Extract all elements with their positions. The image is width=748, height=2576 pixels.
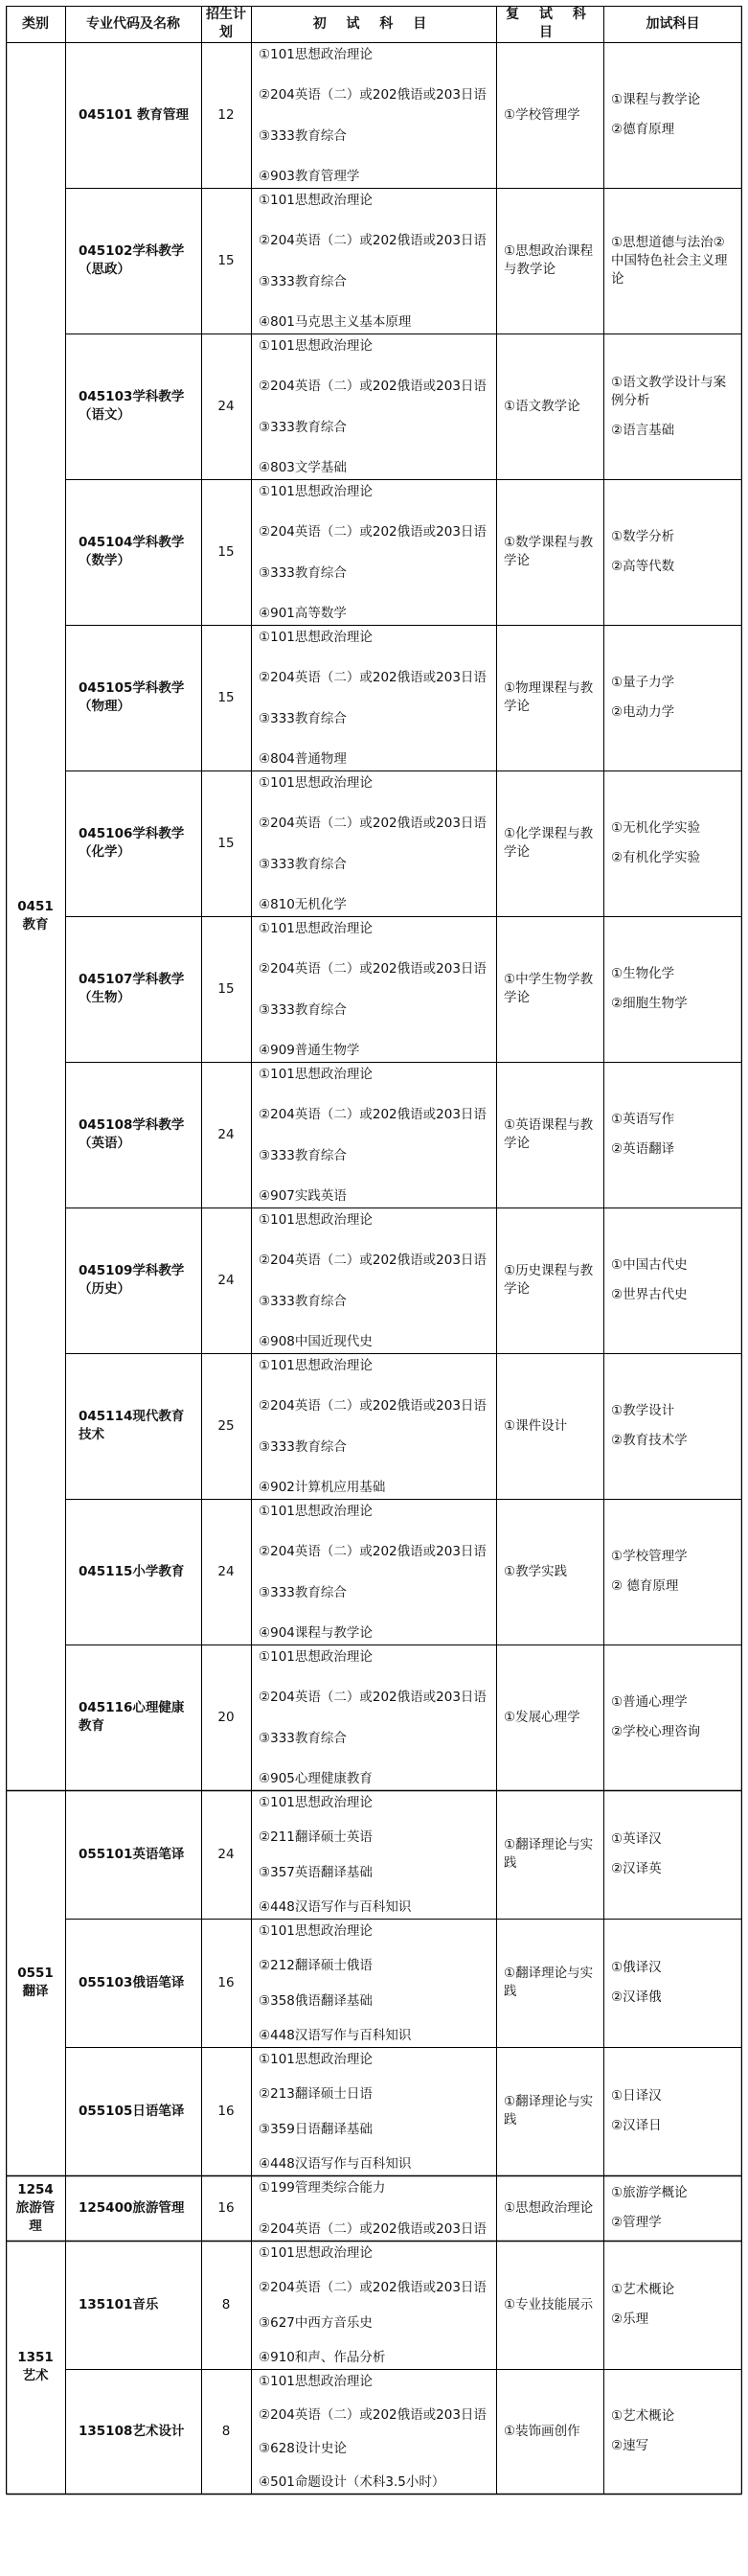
- retest-subject: ①学校管理学: [504, 106, 580, 123]
- quota-value: 15: [217, 980, 235, 997]
- exam-subject: ①101思想政治理论: [259, 1504, 373, 1519]
- exam-subject: ①101思想政治理论: [259, 193, 373, 208]
- exam-subject: ③333教育综合: [259, 856, 347, 872]
- exam-subject: ③333教育综合: [259, 273, 347, 289]
- extra-subject: ②管理学: [611, 2215, 662, 2230]
- first-exam-subjects: [251, 188, 496, 334]
- exam-subject: ①101思想政治理论: [259, 1212, 373, 1228]
- category-name: 艺术: [22, 2368, 49, 2383]
- major-name: 045115小学教育: [79, 1563, 185, 1579]
- header-quota: 招生计划: [206, 7, 246, 40]
- extra-subject: ②学校心理咨询: [611, 1724, 701, 1739]
- exam-subject: ②204英语（二）或202俄语或203日语: [259, 1690, 487, 1706]
- extra-subject: ①英译汉: [611, 1831, 662, 1847]
- major-name: 045101 教育管理: [79, 106, 190, 123]
- retest-subject: ①翻译理论与实践: [504, 1837, 594, 1871]
- major-name: 045109学科教学（历史）: [79, 1263, 185, 1297]
- exam-subject: ②204英语（二）或202俄语或203日语: [259, 2280, 487, 2296]
- extra-subject: ①量子力学: [611, 675, 675, 690]
- extra-subject: ①生物化学: [611, 966, 675, 981]
- exam-subject: ②204英语（二）或202俄语或203日语: [259, 670, 487, 686]
- retest-subject: ①语文教学论: [504, 398, 580, 414]
- exam-subject: ②204英语（二）或202俄语或203日语: [259, 1544, 487, 1560]
- first-exam-subjects: [251, 1790, 496, 1919]
- exam-subject: ④803文学基础: [259, 459, 347, 475]
- retest-subject: ①发展心理学: [504, 1709, 580, 1725]
- exam-subject: ③333教育综合: [259, 710, 347, 726]
- exam-subject: ②211翻译硕士英语: [259, 1829, 373, 1846]
- extra-subject: ①日译汉: [611, 2088, 662, 2104]
- exam-subject: ②204英语（二）或202俄语或203日语: [259, 1107, 487, 1123]
- exam-subject: ③333教育综合: [259, 1147, 347, 1163]
- exam-subject: ②204英语（二）或202俄语或203日语: [259, 2221, 487, 2237]
- extra-subject: ①普通心理学: [611, 1694, 688, 1710]
- extra-subject: ②电动力学: [611, 704, 675, 720]
- admissions-table: [6, 6, 742, 2570]
- extra-subjects: [603, 2369, 742, 2494]
- quota-value: 24: [217, 1846, 235, 1862]
- exam-subject: ①101思想政治理论: [259, 1649, 373, 1665]
- first-exam-subjects: [251, 1208, 496, 1353]
- exam-subject: ④905心理健康教育: [259, 1770, 373, 1786]
- extra-subject: ② 德育原理: [611, 1578, 679, 1594]
- exam-subject: ②213翻译硕士日语: [259, 2086, 373, 2103]
- retest-subject: ①数学课程与教学论: [504, 535, 594, 568]
- extra-subject: ①中国古代史: [611, 1257, 688, 1273]
- exam-subject: ①101思想政治理论: [259, 1795, 373, 1810]
- exam-subject: ②204英语（二）或202俄语或203日语: [259, 816, 487, 832]
- exam-subject: ②204英语（二）或202俄语或203日语: [259, 379, 487, 395]
- major-name: 135101音乐: [79, 2296, 159, 2312]
- exam-subject: ③333教育综合: [259, 1730, 347, 1746]
- extra-subject: ②汉译俄: [611, 1990, 662, 2005]
- extra-subject: ②高等代数: [611, 559, 675, 574]
- exam-subject: ③357英语翻译基础: [259, 1864, 373, 1880]
- extra-subject: ②速写: [611, 2438, 649, 2453]
- major-name: 045105学科教学（物理）: [79, 680, 185, 714]
- category-cell: [6, 2175, 65, 2241]
- extra-subjects: [603, 1499, 742, 1644]
- first-exam-subjects: [251, 2241, 496, 2369]
- quota-value: 12: [217, 106, 235, 123]
- quota-value: 15: [217, 252, 235, 268]
- header-extra: 加试科目: [646, 15, 700, 32]
- exam-subject: ③333教育综合: [259, 1584, 347, 1600]
- exam-subject: ④901高等数学: [259, 605, 347, 621]
- major-name: 045104学科教学（数学）: [79, 535, 185, 568]
- exam-subject: ④448汉语写作与百科知识: [259, 1898, 412, 1915]
- retest-subject: ①思想政治课程与教学论: [504, 243, 594, 277]
- retest-subject: ①历史课程与教学论: [504, 1263, 594, 1297]
- retest-subject: ①中学生物学教学论: [504, 972, 594, 1005]
- quota-value: 24: [217, 1563, 235, 1579]
- exam-subject: ①101思想政治理论: [259, 775, 373, 791]
- retest-subject: ①装饰画创作: [504, 2423, 580, 2439]
- category-name: 旅游管理: [15, 2199, 56, 2234]
- first-exam-subjects: [251, 625, 496, 770]
- exam-subject: ①101思想政治理论: [259, 2245, 373, 2261]
- retest-subject: ①专业技能展示: [504, 2296, 594, 2312]
- exam-subject: ④804普通物理: [259, 750, 347, 767]
- exam-subject: ①101思想政治理论: [259, 630, 373, 645]
- first-exam-subjects: [251, 1919, 496, 2047]
- extra-subject: ②德育原理: [611, 122, 675, 137]
- extra-subject: ①学校管理学: [611, 1549, 688, 1564]
- exam-subject: ②204英语（二）或202俄语或203日语: [259, 1398, 487, 1414]
- extra-subjects: [603, 1208, 742, 1353]
- category-cell: [6, 1790, 65, 2175]
- retest-subject: ①思想政治理论: [504, 2199, 594, 2216]
- extra-subjects: [603, 916, 742, 1062]
- category-code: 1351: [17, 2350, 54, 2365]
- exam-subject: ③333教育综合: [259, 1293, 347, 1309]
- exam-subject: ③628设计史论: [259, 2441, 347, 2456]
- header-first-exam: 初 试 科 目: [312, 15, 435, 32]
- quota-value: 15: [217, 689, 235, 705]
- retest-subject: ①教学实践: [504, 1563, 568, 1579]
- extra-subjects: [603, 2047, 742, 2175]
- first-exam-subjects: [251, 1062, 496, 1208]
- exam-subject: ④907实践英语: [259, 1187, 347, 1204]
- retest-subject: ①翻译理论与实践: [504, 1966, 594, 1999]
- exam-subject: ③359日语翻译基础: [259, 2121, 373, 2137]
- extra-subject: ②语言基础: [611, 422, 675, 438]
- exam-subject: ①101思想政治理论: [259, 47, 373, 62]
- retest-subject: ①物理课程与教学论: [504, 680, 594, 714]
- exam-subject: ①101思想政治理论: [259, 1067, 373, 1082]
- extra-subject: ①俄译汉: [611, 1960, 662, 1975]
- exam-subject: ④448汉语写作与百科知识: [259, 2155, 412, 2172]
- category-name: 教育: [22, 917, 49, 932]
- quota-value: 8: [221, 2423, 231, 2439]
- exam-subject: ①101思想政治理论: [259, 338, 373, 354]
- exam-subject: ④902计算机应用基础: [259, 1479, 386, 1495]
- exam-subject: ③333教育综合: [259, 1001, 347, 1018]
- extra-subjects: [603, 188, 742, 334]
- category-cell: [6, 42, 65, 1790]
- major-name: 045102学科教学（思政）: [79, 243, 185, 277]
- major-name: 055103俄语笔译: [79, 1974, 185, 1990]
- extra-subject: ①数学分析: [611, 529, 675, 544]
- extra-subjects: [603, 1062, 742, 1208]
- exam-subject: ④810无机化学: [259, 896, 347, 912]
- extra-subject: ①语文教学设计与案例分析: [611, 374, 727, 408]
- retest-subject: ①化学课程与教学论: [504, 826, 594, 860]
- extra-subject: ①课程与教学论: [611, 92, 701, 107]
- quota-value: 15: [217, 543, 235, 560]
- exam-subject: ③333教育综合: [259, 419, 347, 435]
- exam-subject: ④903教育管理学: [259, 168, 360, 184]
- exam-subject: ①101思想政治理论: [259, 2374, 373, 2389]
- exam-subject: ④910和声、作品分析: [259, 2349, 386, 2365]
- extra-subject: ①旅游学概论: [611, 2185, 688, 2200]
- first-exam-subjects: [251, 42, 496, 188]
- quota-value: 16: [217, 2199, 235, 2216]
- major-name: 045108学科教学（英语）: [79, 1117, 185, 1151]
- category-code: 1254: [17, 2181, 54, 2197]
- exam-subject: ②204英语（二）或202俄语或203日语: [259, 2407, 487, 2423]
- extra-subject: ①艺术概论: [611, 2408, 675, 2424]
- major-name: 045106学科教学（化学）: [79, 826, 185, 860]
- category-cell: [6, 2241, 65, 2494]
- major-name: 045114现代教育技术: [79, 1409, 185, 1442]
- quota-value: 16: [217, 1974, 235, 1990]
- exam-subject: ①101思想政治理论: [259, 2052, 373, 2067]
- quota-value: 8: [221, 2296, 231, 2312]
- major-name: 135108艺术设计: [79, 2423, 185, 2439]
- exam-subject: ③627中西方音乐史: [259, 2314, 373, 2331]
- first-exam-subjects: [251, 2047, 496, 2175]
- exam-subject: ④801马克思主义基本原理: [259, 313, 412, 330]
- extra-subjects: [603, 2175, 742, 2241]
- major-name: 045116心理健康教育: [79, 1700, 185, 1734]
- exam-subject: ③333教育综合: [259, 1438, 347, 1455]
- first-exam-subjects: [251, 2175, 496, 2241]
- major-name: 055101英语笔译: [79, 1846, 185, 1862]
- extra-subject: ①思想道德与法治②中国特色社会主义理论: [611, 234, 728, 287]
- extra-subject: ②有机化学实验: [611, 850, 701, 865]
- quota-value: 24: [217, 1272, 235, 1288]
- first-exam-subjects: [251, 1353, 496, 1499]
- exam-subject: ④908中国近现代史: [259, 1333, 373, 1349]
- extra-subject: ①艺术概论: [611, 2282, 675, 2297]
- extra-subjects: [603, 334, 742, 479]
- first-exam-subjects: [251, 334, 496, 479]
- exam-subject: ③358俄语翻译基础: [259, 1992, 373, 2009]
- exam-subject: ②212翻译硕士俄语: [259, 1958, 373, 1974]
- first-exam-subjects: [251, 479, 496, 625]
- extra-subject: ①英语写作: [611, 1112, 675, 1127]
- extra-subject: ②汉译日: [611, 2118, 662, 2133]
- header-major: 专业代码及名称: [86, 15, 180, 32]
- extra-subjects: [603, 1353, 742, 1499]
- quota-value: 25: [217, 1417, 235, 1434]
- extra-subject: ②教育技术学: [611, 1433, 688, 1448]
- quota-value: 24: [217, 1126, 235, 1142]
- extra-subjects: [603, 770, 742, 916]
- first-exam-subjects: [251, 916, 496, 1062]
- extra-subjects: [603, 625, 742, 770]
- first-exam-subjects: [251, 770, 496, 916]
- exam-subject: ④448汉语写作与百科知识: [259, 2027, 412, 2043]
- first-exam-subjects: [251, 1499, 496, 1644]
- exam-subject: ②204英语（二）或202俄语或203日语: [259, 1253, 487, 1269]
- quota-value: 16: [217, 2103, 235, 2119]
- exam-subject: ④904课程与教学论: [259, 1624, 373, 1641]
- exam-subject: ②204英语（二）或202俄语或203日语: [259, 87, 487, 104]
- major-name: 125400旅游管理: [79, 2199, 185, 2216]
- quota-value: 15: [217, 835, 235, 851]
- extra-subjects: [603, 1919, 742, 2047]
- extra-subjects: [603, 2241, 742, 2369]
- exam-subject: ②204英语（二）或202俄语或203日语: [259, 233, 487, 249]
- retest-subject: ①英语课程与教学论: [504, 1117, 594, 1151]
- quota-value: 24: [217, 398, 235, 414]
- major-name: 045103学科教学（语文）: [79, 389, 185, 423]
- exam-subject: ①199管理类综合能力: [259, 2180, 386, 2196]
- exam-subject: ①101思想政治理论: [259, 921, 373, 936]
- extra-subjects: [603, 1644, 742, 1790]
- first-exam-subjects: [251, 1644, 496, 1790]
- exam-subject: ③333教育综合: [259, 564, 347, 581]
- major-name: 045107学科教学（生物）: [79, 972, 185, 1005]
- extra-subjects: [603, 479, 742, 625]
- exam-subject: ①101思想政治理论: [259, 484, 373, 499]
- exam-subject: ②204英语（二）或202俄语或203日语: [259, 524, 487, 540]
- header-retest: 复 试 科 目: [506, 7, 594, 40]
- quota-value: 20: [217, 1709, 235, 1725]
- exam-subject: ④501命题设计（术科3.5小时）: [259, 2474, 445, 2490]
- extra-subject: ②英语翻译: [611, 1141, 675, 1157]
- category-name: 翻译: [22, 1984, 49, 1999]
- exam-subject: ①101思想政治理论: [259, 1358, 373, 1373]
- exam-subject: ②204英语（二）或202俄语或203日语: [259, 961, 487, 978]
- category-code: 0451: [17, 899, 54, 914]
- header-category: 类别: [22, 15, 49, 32]
- extra-subjects: [603, 1790, 742, 1919]
- extra-subject: ①教学设计: [611, 1403, 675, 1418]
- extra-subject: ②乐理: [611, 2312, 649, 2327]
- exam-subject: ①101思想政治理论: [259, 1923, 373, 1939]
- exam-subject: ③333教育综合: [259, 127, 347, 144]
- extra-subject: ①无机化学实验: [611, 820, 701, 836]
- extra-subjects: [603, 42, 742, 188]
- retest-subject: ①翻译理论与实践: [504, 2094, 594, 2128]
- extra-subject: ②细胞生物学: [611, 996, 688, 1011]
- exam-subject: ④909普通生物学: [259, 1042, 360, 1058]
- retest-subject: ①课件设计: [504, 1417, 568, 1434]
- extra-subject: ②世界古代史: [611, 1287, 688, 1302]
- extra-subject: ②汉译英: [611, 1861, 662, 1876]
- major-name: 055105日语笔译: [79, 2103, 185, 2119]
- category-code: 0551: [17, 1966, 54, 1981]
- first-exam-subjects: [251, 2369, 496, 2494]
